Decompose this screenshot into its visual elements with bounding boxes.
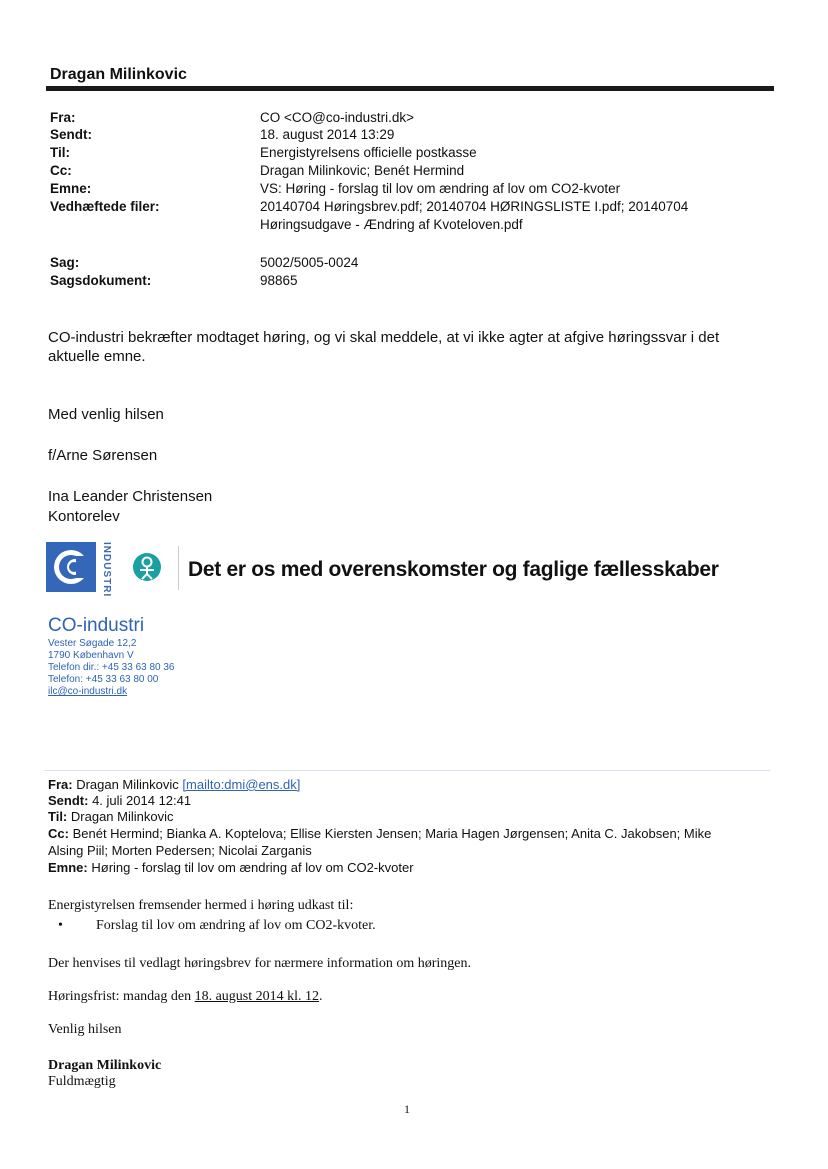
bullet-item: Forslag til lov om ændring af lov om CO2-kvoter. bbox=[96, 918, 376, 933]
lo-figure-icon bbox=[132, 552, 162, 582]
field-label-emne: Emne: bbox=[50, 181, 92, 196]
field-value-fra: CO <CO@co-industri.dk> bbox=[260, 110, 415, 125]
fwd-intro: Energistyrelsen fremsender hermed i høring udkast til: bbox=[48, 898, 354, 913]
fwd-emne-value: Høring - forslag til lov om ændring af lov om CO2-kvoter bbox=[91, 860, 414, 875]
fwd-cc-value-line2: Alsing Piil; Morten Pedersen; Nicolai Zarganis bbox=[48, 843, 312, 858]
field-value-sendt: 18. august 2014 13:29 bbox=[260, 127, 395, 142]
fwd-sendt-value: 4. juli 2014 12:41 bbox=[92, 793, 192, 808]
field-label-sendt: Sendt: bbox=[50, 127, 92, 142]
bullet-dot: • bbox=[58, 918, 63, 933]
fwd-til-label: Til: bbox=[48, 809, 68, 824]
field-value-emne: VS: Høring - forslag til lov om ændring af lov om CO2-kvoter bbox=[260, 181, 621, 196]
fwd-mailto-link[interactable]: [mailto:dmi@ens.dk] bbox=[182, 777, 301, 792]
fwd-fra-value: Dragan Milinkovic bbox=[76, 777, 179, 792]
slogan: Det er os med overenskomster og faglige fællesskaber bbox=[188, 558, 719, 581]
forward-separator bbox=[44, 770, 770, 771]
greeting: Med venlig hilsen bbox=[48, 406, 164, 423]
field-label-til: Til: bbox=[50, 145, 70, 160]
body-para-line1: CO-industri bekræfter modtaget høring, og vi skal meddele, at vi ikke agter at afgive høringssvar i det bbox=[48, 329, 720, 346]
signature-email-link[interactable]: ilc@co-industri.dk bbox=[48, 686, 128, 697]
header-rule bbox=[46, 86, 774, 91]
field-label-attachments: Vedhæftede filer: bbox=[50, 199, 160, 214]
fwd-closing: Venlig hilsen bbox=[48, 1022, 122, 1037]
field-label-cc: Cc: bbox=[50, 163, 72, 178]
industri-vertical-text: INDUSTRI bbox=[101, 542, 112, 598]
phone-main: Telefon: +45 33 63 80 00 bbox=[48, 674, 159, 685]
co-industri-logo-icon bbox=[46, 542, 96, 592]
signer-name: Ina Leander Christensen bbox=[48, 488, 213, 505]
signed-for: f/Arne Sørensen bbox=[48, 447, 158, 464]
fwd-sign-title: Fuldmægtig bbox=[48, 1074, 116, 1089]
sender-name: Dragan Milinkovic bbox=[50, 66, 187, 83]
field-value-attachments-line2: Høringsudgave - Ændring af Kvoteloven.pdf bbox=[260, 217, 523, 232]
fwd-emne-label: Emne: bbox=[48, 860, 88, 875]
phone-direct: Telefon dir.: +45 33 63 80 36 bbox=[48, 662, 175, 673]
company-name: CO-industri bbox=[48, 615, 145, 636]
fwd-cc-label: Cc: bbox=[48, 826, 69, 841]
address-line-1: Vester Søgade 12,2 bbox=[48, 638, 137, 649]
logo-banner bbox=[46, 542, 746, 598]
fwd-fra-label: Fra: bbox=[48, 777, 73, 792]
address-line-2: 1790 København V bbox=[48, 650, 134, 661]
fwd-til-row bbox=[48, 809, 768, 825]
field-label-fra: Fra: bbox=[50, 110, 76, 125]
fwd-emne-row bbox=[48, 860, 768, 876]
fwd-fra-row bbox=[48, 777, 768, 793]
field-value-til: Energistyrelsens officielle postkasse bbox=[260, 145, 477, 160]
page-number: 1 bbox=[404, 1102, 410, 1116]
field-value-cc: Dragan Milinkovic; Benét Hermind bbox=[260, 163, 465, 178]
signer-role: Kontorelev bbox=[48, 508, 120, 525]
fwd-sendt-row bbox=[48, 793, 768, 809]
fwd-reference: Der henvises til vedlagt høringsbrev for nærmere information om høringen. bbox=[48, 956, 472, 971]
fwd-til-value: Dragan Milinkovic bbox=[70, 809, 174, 824]
field-value-attachments: 20140704 Høringsbrev.pdf; 20140704 HØRINGSLISTE I.pdf; 20140704 bbox=[260, 199, 689, 214]
fwd-cc-value-line1: Benét Hermind; Bianka A. Koptelova; Ellise Kiersten Jensen; Maria Hagen Jørgensen; Anita C. Jakobsen; Mike bbox=[72, 826, 712, 841]
body-para-line2: aktuelle emne. bbox=[48, 348, 146, 365]
fwd-sendt-label: Sendt: bbox=[48, 793, 89, 808]
deadline-date: 18. august 2014 kl. 12 bbox=[194, 989, 320, 1004]
deadline-prefix: Høringsfrist: mandag den bbox=[48, 989, 195, 1004]
fwd-cc-row bbox=[48, 826, 768, 842]
fwd-sign-name: Dragan Milinkovic bbox=[48, 1058, 162, 1073]
field-label-sag: Sag: bbox=[50, 255, 80, 270]
deadline-suffix: . bbox=[319, 989, 323, 1004]
field-value-sag: 5002/5005-0024 bbox=[260, 255, 359, 270]
field-value-sagsdokument: 98865 bbox=[260, 273, 298, 288]
field-label-sagsdokument: Sagsdokument: bbox=[50, 273, 152, 288]
deadline-row bbox=[48, 989, 323, 1005]
logo-divider bbox=[178, 546, 179, 590]
